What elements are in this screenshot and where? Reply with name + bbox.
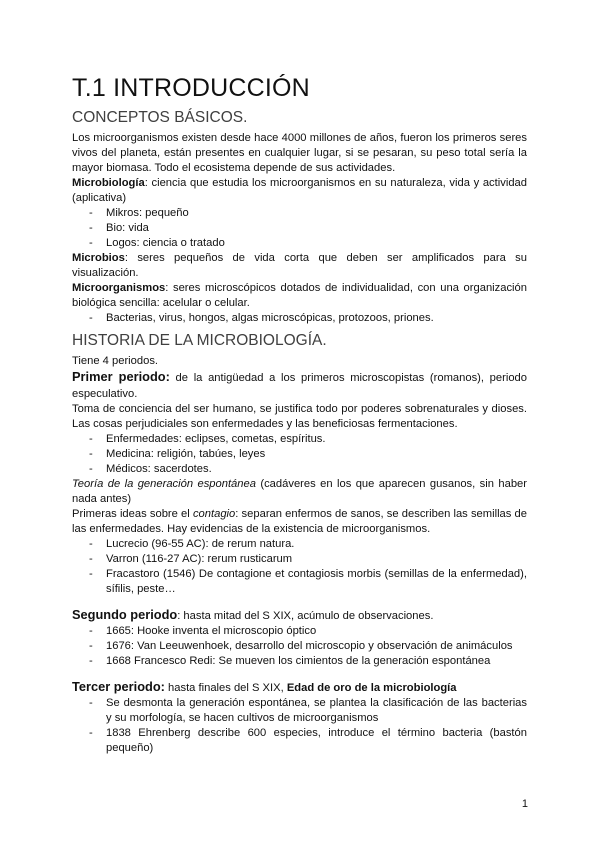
teoria-generacion-espontanea — [72, 477, 527, 507]
list-item: - 1676: Van Leeuwenhoek, desarrollo del microscopio y observación de animáculos — [106, 639, 527, 654]
list-item: - 1838 Ehrenberg describe 600 especies, introduce el término bacteria (bastón pequeño) — [106, 726, 527, 756]
list-item: - Bacterias, virus, hongos, algas microscópicas, protozoos, priones. — [106, 311, 527, 326]
tercer-periodo-list — [72, 696, 527, 756]
section-heading-conceptos: CONCEPTOS BÁSICOS. — [72, 109, 248, 126]
contagio-list — [72, 537, 527, 597]
list-item: - Médicos: sacerdotes. — [106, 462, 527, 477]
periods-intro: Tiene 4 periodos. — [72, 355, 159, 367]
microorganism-types-list — [72, 311, 527, 326]
contagio-paragraph — [72, 507, 527, 537]
def-microorganismos: : seres microscópicos dotados de individualidad, con una organización biológica sencilla: acelular o celular. — [72, 282, 527, 309]
page-number: 1 — [521, 798, 528, 810]
primer-periodo-label: Primer periodo: — [72, 369, 170, 384]
term-microbios: Microbios — [72, 252, 125, 264]
contagio-italic: contagio — [192, 508, 236, 520]
term-microorganismos: Microorganismos — [72, 282, 166, 294]
list-item: - Fracastoro (1546) De contagione et contagiosis morbis (semillas de la enfermedad), sífilis, peste… — [106, 567, 527, 597]
segundo-periodo-label: Segundo periodo — [72, 607, 178, 622]
list-item: - Lucrecio (96-55 AC): de rerum natura. — [106, 537, 527, 552]
list-item: - Medicina: religión, tabúes, leyes — [106, 447, 527, 462]
contagio-pre: Primeras ideas sobre el — [72, 508, 193, 520]
primer-periodo — [72, 369, 527, 402]
segundo-periodo-list — [72, 624, 527, 669]
list-item: - Se desmonta la generación espontánea, se plantea la clasificación de las bacterias y su morfología, se hacen cultivos de microorganismos — [106, 696, 527, 726]
intro-paragraph: Los microorganismos existen desde hace 4000 millones de años, fueron los primeros seres vivos del planeta, están presentes en cualquier lugar, si se pesaran, su peso total sería la mayor biomasa. Todo el ecosistema depende de sus actividades. — [72, 132, 527, 174]
teoria-rest: (cadáveres en los que aparecen gusanos, sin haber nada antes) — [72, 478, 527, 505]
section-heading-historia: HISTORIA DE LA MICROBIOLOGÍA. — [72, 332, 327, 349]
microbiologia-definition — [72, 176, 527, 206]
primer-periodo-list — [72, 432, 527, 477]
list-item: - 1665: Hooke inventa el microscopio óptico — [106, 624, 527, 639]
def-microbiologia: : ciencia que estudia los microorganismos en su naturaleza, vida y actividad (aplicativa) — [72, 177, 527, 204]
def-microbios: : seres pequeños de vida corta que deben ser amplificados para su visualización. — [72, 252, 527, 279]
segundo-periodo-text: : hasta mitad del S XIX, acúmulo de observaciones. — [177, 610, 434, 622]
microorganismos-definition — [72, 281, 527, 311]
page-title: T.1 INTRODUCCIÓN — [72, 74, 310, 102]
page-content — [72, 74, 527, 756]
primer-periodo-paragraph: Toma de conciencia del ser humano, se justifica todo por poderes sobrenaturales y dioses. Las cosas perjudiciales son enfermedades y las beneficiosas fermentaciones. — [72, 403, 527, 430]
primer-periodo-text: de la antigüedad a los primeros microscopistas (romanos), periodo especulativo. — [72, 372, 527, 400]
list-item: - Varron (116-27 AC): rerum rusticarum — [106, 552, 527, 567]
segundo-periodo — [72, 607, 527, 624]
etymology-list — [72, 206, 527, 251]
tercer-periodo-text: hasta finales del S XIX, — [164, 682, 287, 694]
list-item: - Mikros: pequeño — [106, 206, 527, 221]
list-item: - Bio: vida — [106, 221, 527, 236]
list-item: - Logos: ciencia o tratado — [106, 236, 527, 251]
tercer-periodo-label: Tercer periodo: — [72, 679, 165, 694]
tercer-periodo — [72, 679, 527, 696]
tercer-periodo-bold: Edad de oro de la microbiología — [286, 682, 457, 694]
contagio-post: : separan enfermos de sanos, se describen las semillas de las enfermedades. Hay evidencias de la existencia de microorganismos. — [72, 508, 527, 535]
term-microbiologia: Microbiología — [72, 177, 145, 189]
list-item: - 1668 Francesco Redi: Se mueven los cimientos de la generación espontánea — [106, 654, 527, 669]
microbios-definition — [72, 251, 527, 281]
list-item: - Enfermedades: eclipses, cometas, espíritus. — [106, 432, 527, 447]
teoria-italic: Teoría de la generación espontánea — [72, 478, 256, 490]
